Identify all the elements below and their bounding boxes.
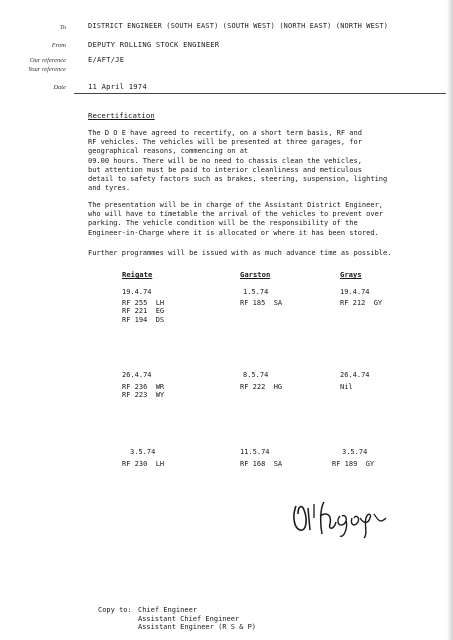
schedule-date: 3.5.74 xyxy=(130,448,156,456)
paragraph-2-line: who will have to timetable the arrival of the vehicles to prevent over xyxy=(88,210,384,219)
memo-heading: Recertification xyxy=(88,111,155,120)
schedule-date: 8.5.74 xyxy=(243,371,269,379)
schedule-date: 19.4.74 xyxy=(122,288,152,296)
copy-to-label: Copy to: xyxy=(98,606,132,614)
to-value: DISTRICT ENGINEER (SOUTH EAST) (SOUTH WEST) (NORTH EAST) (NORTH WEST) xyxy=(88,22,389,30)
page-edge-shadow xyxy=(447,0,453,640)
schedule-date: 11.5.74 xyxy=(240,448,270,456)
date-label: Date xyxy=(53,84,66,91)
schedule-date: 1.5.74 xyxy=(243,288,269,296)
your-reference-label: Your reference xyxy=(28,66,66,73)
paragraph-2-line: Engineer-in-Charge where it is allocated or where it has been stored. xyxy=(88,228,379,237)
paragraph-2 xyxy=(88,201,383,238)
paragraph-1-line: The D O E have agreed to recertify, on a short term basis, RF and xyxy=(88,129,362,137)
schedule-vehicles: RF 212 GY xyxy=(340,299,383,307)
paragraph-1-line: and tyres. xyxy=(88,184,131,193)
paragraph-3: Further programmes will be issued with as much advance time as possible. xyxy=(88,249,392,257)
from-value: DEPUTY ROLLING STOCK ENGINEER xyxy=(88,40,220,49)
schedule-vehicles: RF 222 HG xyxy=(240,383,283,391)
paragraph-1-line: but attention must be paid to interior cleanliness and meticulous xyxy=(88,165,362,174)
schedule-vehicles: Nil xyxy=(340,383,353,391)
paragraph-2-line: parking. The vehicle condition will be the responsibility of the xyxy=(88,219,358,228)
schedule-vehicles: RF 189 GY xyxy=(332,460,375,468)
our-reference-label: Our reference xyxy=(29,57,66,64)
paragraph-1-line: RF vehicles. The vehicles will be presented at three garages, for xyxy=(88,138,362,147)
schedule-date: 26.4.74 xyxy=(122,371,152,379)
to-label: To xyxy=(59,24,66,31)
paragraph-2-line: The presentation will be in charge of the Assistant District Engineer, xyxy=(88,201,384,209)
schedule-vehicles: RF 230 LH xyxy=(122,460,165,468)
date-value: 11 April 1974 xyxy=(88,82,147,91)
column-heading-reigate: Reigate xyxy=(122,270,153,279)
schedule-vehicles: RF 185 SA xyxy=(240,299,283,307)
handwritten-signature xyxy=(290,494,400,542)
paragraph-1-line: 09.00 hours. There will be no need to chassis clean the vehicles, xyxy=(88,156,362,165)
header-divider xyxy=(74,93,446,94)
schedule-vehicles: RF 236 WR RF 223 WY xyxy=(122,383,165,400)
copy-to-recipients: Chief Engineer Assistant Chief Engineer Assistant Engineer (R S & P) xyxy=(138,606,257,631)
schedule-date: 3.5.74 xyxy=(342,448,368,456)
paragraph-1 xyxy=(88,129,387,193)
paragraph-1-line: detail to safety factors such as brakes, steering, suspension, lighting xyxy=(88,175,388,184)
schedule-vehicles: RF 168 SA xyxy=(240,460,283,468)
column-heading-grays: Grays xyxy=(340,270,362,279)
our-reference-value: E/AFT/JE xyxy=(88,55,125,64)
column-heading-garston: Garston xyxy=(240,270,271,279)
schedule-date: 26.4.74 xyxy=(340,371,370,379)
from-label: From xyxy=(51,42,66,49)
paragraph-1-line: geographical reasons, commencing on at xyxy=(88,147,249,156)
schedule-date: 19.4.74 xyxy=(340,288,370,296)
schedule-vehicles: RF 255 LH RF 221 EG RF 194 DS xyxy=(122,299,165,324)
